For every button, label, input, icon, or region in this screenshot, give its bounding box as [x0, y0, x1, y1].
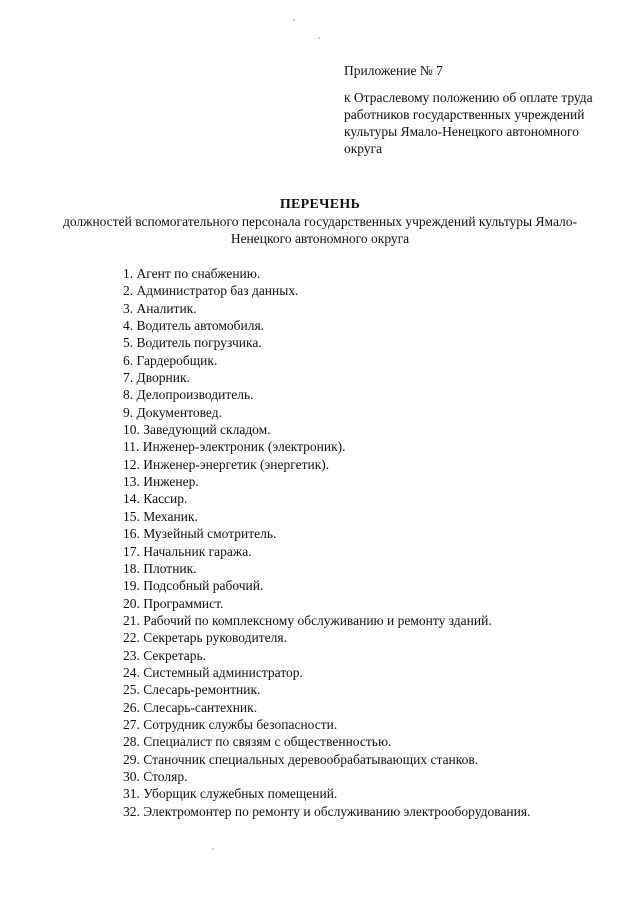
position-item: 23. Секретарь.: [123, 647, 207, 663]
position-item: 6. Гардеробщик.: [123, 352, 218, 368]
position-item: 11. Инженер-электроник (электроник).: [123, 439, 346, 455]
position-item: 4. Водитель автомобиля.: [123, 318, 265, 334]
position-item: 18. Плотник.: [123, 560, 197, 576]
appendix-reference: к Отраслевому положению об оплате труда работников государственных учреждений культуры Ямало-Ненецкого автономного округа: [344, 90, 593, 156]
scan-speck: [318, 37, 320, 39]
document-subtitle: должностей вспомогательного персонала государственных учреждений культуры Ямало-Ненецкого автономного округа: [62, 214, 578, 246]
position-item: 12. Инженер-энергетик (энергетик).: [123, 456, 330, 472]
position-item: 16. Музейный смотритель.: [123, 526, 277, 542]
position-item: 19. Подсобный рабочий.: [123, 578, 264, 594]
positions-list: [123, 265, 623, 820]
position-item: 28. Специалист по связям с общественностью.: [123, 734, 392, 750]
document-title: ПЕРЕЧЕНЬ: [279, 197, 361, 212]
position-item: 7. Дворник.: [123, 370, 190, 386]
position-item: 22. Секретарь руководителя.: [123, 630, 287, 646]
position-item: 20. Программист.: [123, 595, 224, 611]
position-item: 14. Кассир.: [123, 491, 188, 507]
title-block: [40, 196, 600, 247]
position-item: 21. Рабочий по комплексному обслуживанию и ремонту зданий.: [123, 612, 492, 628]
position-item: 5. Водитель погрузчика.: [123, 335, 262, 351]
position-item: 27. Сотрудник службы безопасности.: [123, 716, 338, 732]
position-item: 31. Уборщик служебных помещений.: [123, 786, 338, 802]
position-item: 32. Электромонтер по ремонту и обслуживанию электрооборудования.: [123, 803, 531, 819]
position-item: 25. Слесарь-ремонтник.: [123, 682, 261, 698]
appendix-header: [344, 62, 614, 157]
scan-speck: [293, 19, 295, 21]
position-item: 17. Начальник гаража.: [123, 543, 252, 559]
position-item: 2. Администратор баз данных.: [123, 283, 299, 299]
scan-speck: [212, 848, 214, 850]
position-item: 30. Столяр.: [123, 768, 188, 784]
position-item: 3. Аналитик.: [123, 300, 197, 316]
position-item: 1. Агент по снабжению.: [123, 266, 261, 281]
position-item: 24. Системный администратор.: [123, 664, 303, 680]
position-item: 8. Делопроизводитель.: [123, 387, 254, 403]
position-item: 26. Слесарь-сантехник.: [123, 699, 258, 715]
position-item: 13. Инженер.: [123, 474, 199, 490]
position-item: 10. Заведующий складом.: [123, 422, 271, 438]
appendix-number: Приложение № 7: [344, 63, 443, 78]
position-item: 15. Механик.: [123, 508, 198, 524]
position-item: 29. Станочник специальных деревообрабатывающих станков.: [123, 751, 479, 767]
position-item: 9. Документовед.: [123, 404, 222, 420]
